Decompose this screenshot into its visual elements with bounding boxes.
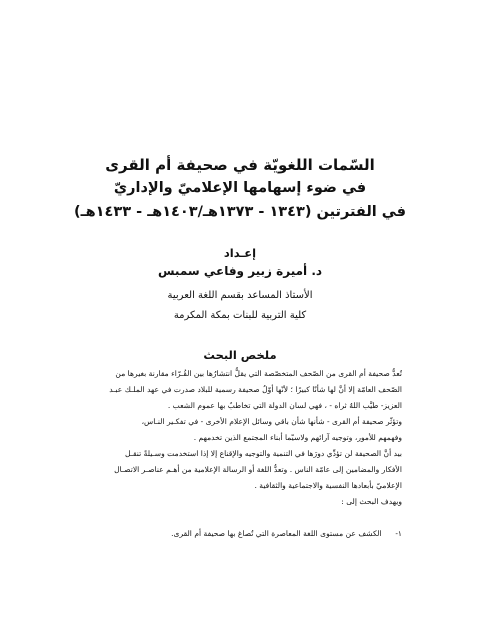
paragraph-line: الأفكار والمضامين إلى عامّة الناس . وتعدُّ اللغة أو الرسالة الإعلامية من أهـم عناصـر الاتصـال: [114, 465, 402, 474]
paragraph-line: وتؤثّر صحيفة أم القرى - شأنها شأن باقي وسائل الإعلام الأخرى - في تفكـير النـاس،: [141, 417, 402, 426]
paragraph-line: ويهدف البحث إلى :: [341, 497, 402, 506]
affiliation-department: الأستاذ المساعد بقسم اللغة العربية: [167, 290, 313, 301]
paragraph-line: وفهمهم للأمور، وتوجيه آرائهم ولاسيّما أبناء المجتمع الذين تخدمهم .: [193, 433, 402, 442]
paragraph-line: الصّحف العامّة إلا أنَّ لها شأنًا كبيرًا ؛ لأنّها أوّلُ صحيفة رسمية للبلاد صدرت في عهد الملـك عبـد: [109, 385, 402, 394]
title-line-2: في ضوء إسهامها الإعلاميّ والإداريّ: [113, 180, 367, 196]
preparation-label: إعـداد: [223, 246, 257, 260]
objective-text: الكشف عن مستوى اللغة المعاصرة التي تُصاغ بها صحيفة أم القرى.: [171, 529, 382, 538]
title-line-1: السّمات اللغويّة في صحيفة أم القرى: [105, 156, 375, 174]
author-name: د. أميرة زبير وفاعي سمبس: [157, 264, 323, 278]
paragraph-line: الإعلاميّ بأبعادها النفسية والاجتماعية والثقافية .: [254, 481, 402, 490]
abstract-paragraph-4: [72, 494, 402, 510]
paragraph-line: العزيز- طيَّب اللهُ ثراه - ، فهي لسان الدولة التي تخاطبُ بها عموم الشعب .: [167, 401, 402, 410]
paragraph-line: تُعدُّ صحيفة أم القرى من الصّحف المتخصّصة التي يقلُّ انتشارُها بين القُـرّاء مقارنة بغيرها من: [115, 369, 402, 378]
objective-number: ١-: [395, 529, 402, 538]
objective-item-1: [72, 526, 402, 542]
affiliation-college: كلية التربية للبنات بمكة المكرمة: [173, 310, 307, 321]
abstract-paragraph-3: [72, 446, 402, 494]
abstract-heading: ملخص البحث: [203, 348, 277, 362]
title-line-3: في الفترتين (١٣٤٣ - ١٣٧٣هـ/١٤٠٣هـ - ١٤٣٣هـ): [74, 204, 406, 220]
abstract-paragraph-2: [72, 414, 402, 446]
paragraph-line: بيد أنَّ الصحيفة لن تؤدِّي دورَها في التنمية والتوجيه والإقناع إلا إذا استخدمت وسـيلةً تنقـل: [124, 449, 402, 458]
abstract-paragraph-1: [72, 366, 402, 414]
